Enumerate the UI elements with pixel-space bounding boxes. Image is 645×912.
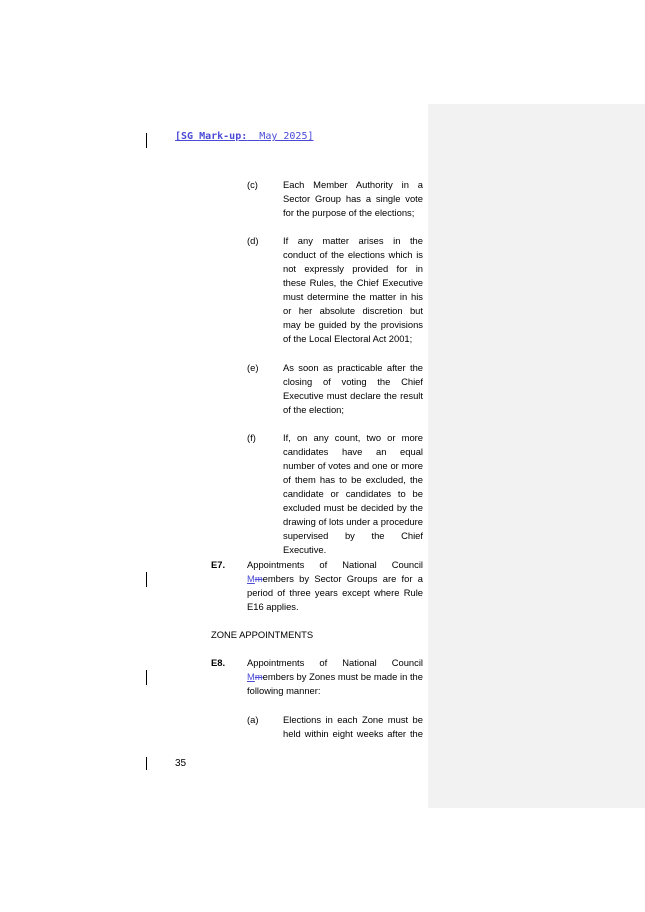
item-text-e: As soon as practicable after the closing of voting the Chief Executive must declare the result of the election; <box>283 362 423 415</box>
comment-pane <box>428 104 645 808</box>
item-text-d: If any matter arises in the conduct of the elections which is not expressly provided for in these Rules, the Chief Executive must determine the matter in his or her absolute discretion but may be guided by the provisions of the Local Electoral Act 2001; <box>283 235 423 344</box>
page-number: 35 <box>175 758 187 769</box>
rule-number-e8: E8. <box>211 657 226 668</box>
item-label-d: (d) <box>247 235 259 246</box>
item-text-c: Each Member Authority in a Sector Group has a single vote for the purpose of the elections; <box>283 179 423 218</box>
change-bar <box>146 572 147 587</box>
change-bar <box>146 757 147 770</box>
item-label-c: (c) <box>247 179 258 190</box>
item-label-a: (a) <box>247 714 259 725</box>
markup-header: [SG Mark-up: May 2025] <box>175 131 314 142</box>
item-label-e: (e) <box>247 362 259 373</box>
tracked-insertion: M <box>247 573 255 584</box>
change-bar <box>146 670 147 685</box>
tracked-deletion: m <box>254 573 263 584</box>
item-text-f: If, on any count, two or more candidates have an equal number of votes and one or more of them has to be excluded, the candidate or candidates to be excluded must be decided by the drawing of lots under a procedure supervised by the Chief Executive. <box>283 432 423 555</box>
section-heading: ZONE APPOINTMENTS <box>211 629 314 640</box>
rule-text-e7: Appointments of National Council Mmembers by Sector Groups are for a period of three years except where Rule E16 applies. <box>247 559 423 612</box>
item-text-a: Elections in each Zone must be held within eight weeks after the <box>283 714 423 739</box>
rule-text-e8: Appointments of National Council Mmembers by Zones must be made in the following manner: <box>247 657 423 696</box>
item-label-f: (f) <box>247 432 256 443</box>
rule-number-e7: E7. <box>211 559 226 570</box>
tracked-insertion: M <box>247 671 255 682</box>
change-bar <box>146 133 147 148</box>
tracked-deletion: m <box>254 671 263 682</box>
